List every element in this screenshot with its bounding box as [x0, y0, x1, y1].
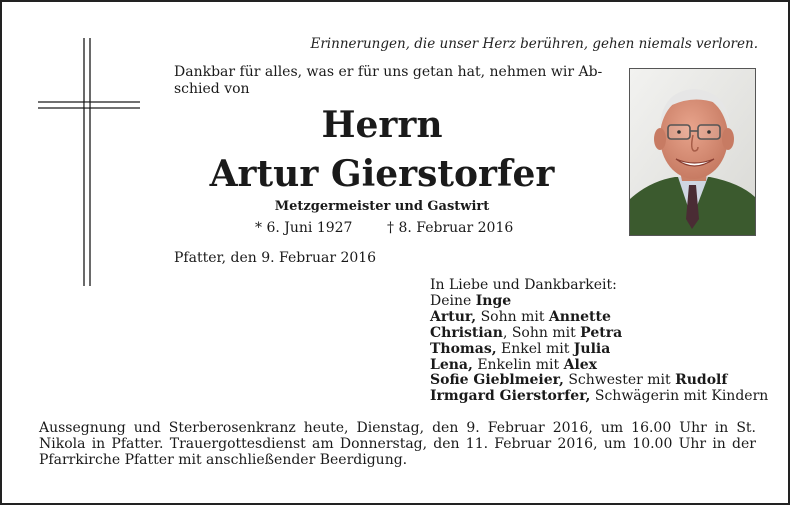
- occupation: Metzgermeister und Gastwirt: [274, 199, 490, 214]
- name: Thomas,: [430, 340, 497, 357]
- name: Irmgard Gierstorfer,: [430, 388, 591, 405]
- family-member: [430, 294, 768, 310]
- birth-date: * 6. Juni 1927: [255, 220, 353, 236]
- intro-text: [174, 64, 604, 98]
- partner: Rudolf: [675, 372, 728, 389]
- partner: Julia: [573, 340, 611, 357]
- name: Lena,: [430, 356, 473, 373]
- relation: Schwester mit: [563, 372, 676, 389]
- funeral-details: Aussegnung und Sterberosenkranz heute, Dienstag, den 9. Februar 2016, um 16.00 Uhr in St. Nikola in Pfatter. Trauergottesdienst am Donnerstag, den 11. Februar 2016, um 10.00 Uhr in der Pfarrkirche Pfatter mit anschließender Beerdigung.: [39, 420, 756, 468]
- family-member: [430, 310, 768, 326]
- name: Artur,: [430, 308, 477, 325]
- intro-line: schied von: [174, 81, 250, 97]
- relation: Enkel mit: [496, 340, 574, 357]
- relation: , Sohn mit: [502, 324, 581, 341]
- family-member: [430, 358, 768, 374]
- text: Deine: [430, 292, 476, 309]
- deceased-name: Artur Gierstorfer: [209, 153, 555, 195]
- motto: Erinnerungen, die unser Herz berühren, gehen niemals verloren.: [310, 36, 758, 52]
- name: Inge: [475, 292, 512, 309]
- family-member: [430, 389, 768, 405]
- family-list: [430, 278, 768, 405]
- relation: Schwägerin mit Kindern: [590, 388, 769, 405]
- partner: Annette: [548, 308, 611, 325]
- place-date: Pfatter, den 9. Februar 2016: [174, 250, 377, 266]
- death-date: † 8. Februar 2016: [387, 220, 514, 236]
- intro-line: Dankbar für alles, was er für uns getan hat, nehmen wir Ab-: [174, 64, 603, 80]
- salutation: Herrn: [321, 104, 443, 146]
- name: Sofie Gieblmeier,: [430, 372, 564, 389]
- cross-icon: [38, 38, 140, 286]
- family-heading: In Liebe und Dankbarkeit:: [430, 277, 617, 293]
- relation: Sohn mit: [476, 308, 549, 325]
- family-member: [430, 326, 768, 342]
- name: Christian: [430, 324, 503, 341]
- partner: Alex: [563, 356, 598, 373]
- partner: Petra: [580, 324, 623, 341]
- family-member: [430, 342, 768, 358]
- relation: Enkelin mit: [472, 356, 564, 373]
- portrait-photo: [629, 68, 756, 236]
- family-member: [430, 373, 768, 389]
